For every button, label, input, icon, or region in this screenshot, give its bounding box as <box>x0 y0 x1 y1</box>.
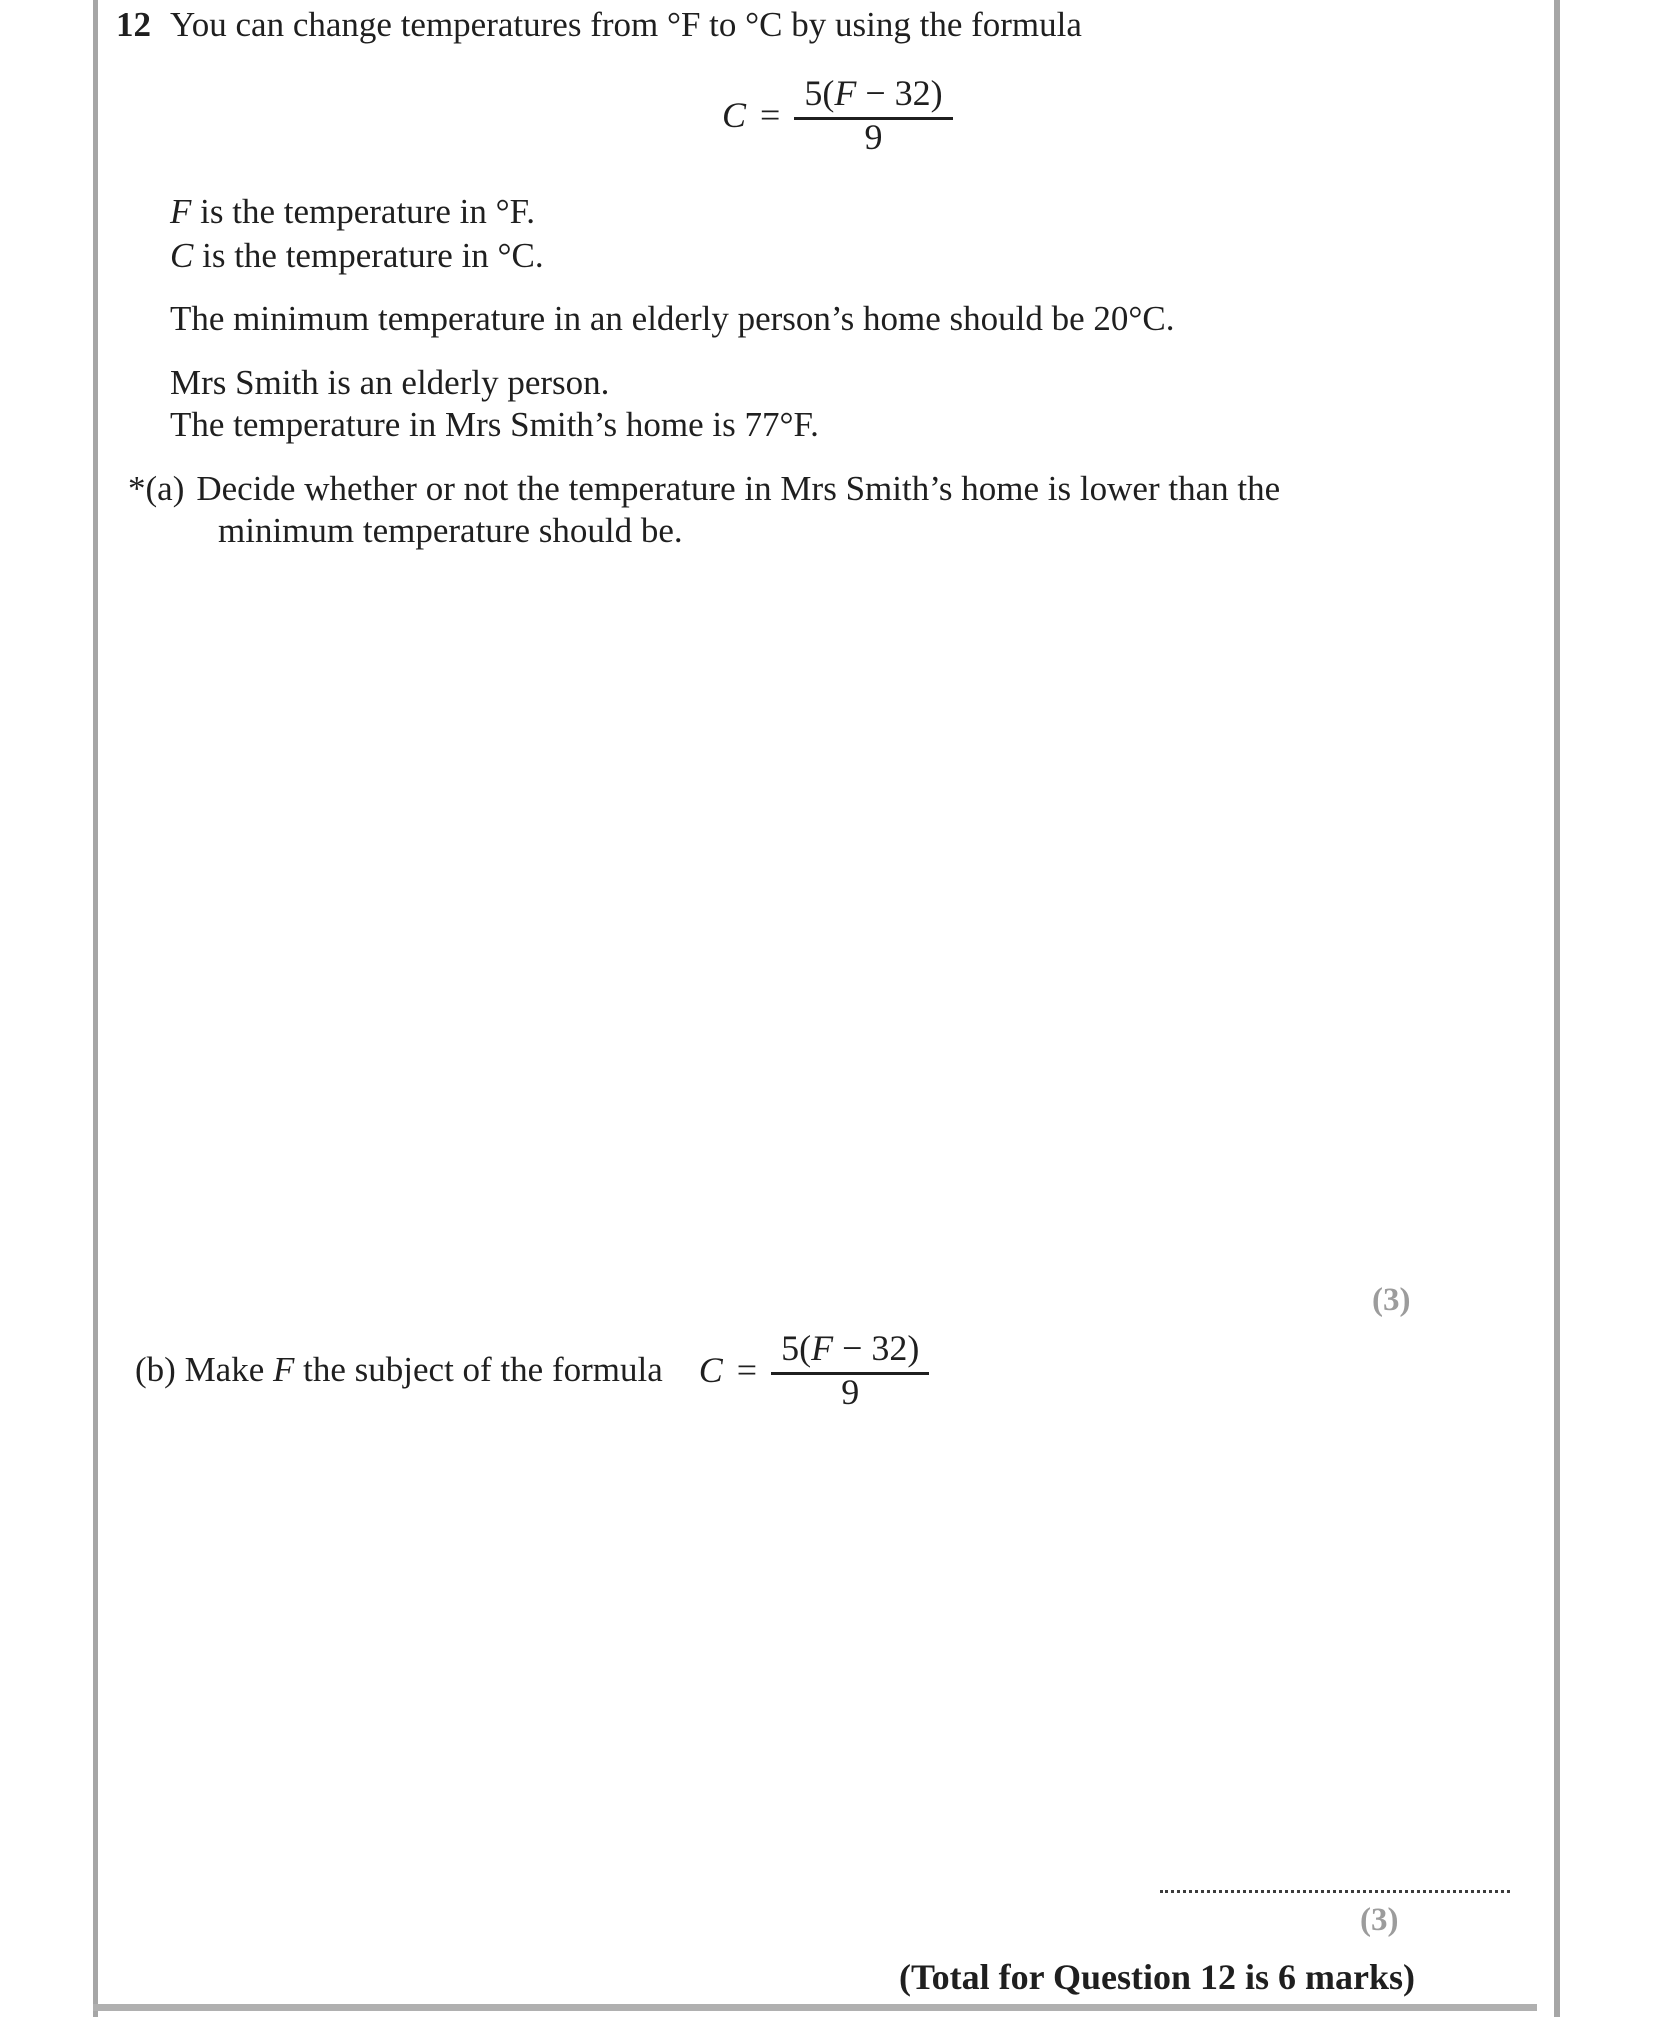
formula-fraction <box>794 72 952 158</box>
statement-minimum-temperature: The minimum temperature in an elderly person’s home should be 20°C. <box>170 299 1175 338</box>
definition-line <box>170 234 544 278</box>
fraction-numerator <box>771 1328 929 1375</box>
question-number: 12 <box>116 5 151 44</box>
page-edge-right <box>1554 0 1560 2017</box>
page-bottom-rule <box>93 2004 1537 2011</box>
question-intro-text: You can change temperatures from °F to °C by using the formula <box>170 5 1082 44</box>
fraction-denominator: 9 <box>864 117 883 157</box>
numerator-coefficient: 5( <box>781 1328 812 1368</box>
answer-space-part-b <box>110 1440 1540 1860</box>
formula-lhs: C <box>722 95 747 135</box>
numerator-variable: F <box>834 73 857 113</box>
definition-variable: F <box>170 192 192 231</box>
part-b-marks-badge: (3) <box>1360 1902 1399 1938</box>
definition-variable: C <box>170 236 194 275</box>
variable-definitions <box>170 190 544 278</box>
part-a-text2: minimum temperature should be. <box>218 511 683 550</box>
statement-line: Mrs Smith is an elderly person. <box>170 363 610 402</box>
part-a-marks-badge: (3) <box>1372 1282 1411 1318</box>
equals-sign: = <box>736 1350 758 1390</box>
fraction-numerator <box>794 73 952 120</box>
page-edge-left <box>93 0 98 2017</box>
part-b <box>135 1326 929 1414</box>
definition-line <box>170 190 544 234</box>
formula-main <box>722 72 953 158</box>
statement-mrs-smith <box>170 362 819 446</box>
fraction-denominator: 9 <box>841 1372 860 1412</box>
equals-sign: = <box>760 95 781 135</box>
part-a-line1 <box>128 468 1280 510</box>
numerator-variable: F <box>811 1328 834 1368</box>
answer-space-part-a <box>110 565 1540 1265</box>
numerator-coefficient: 5( <box>804 73 835 113</box>
statement-line: The temperature in Mrs Smith’s home is 77°F. <box>170 405 819 444</box>
numerator-constant: − 32) <box>833 1328 920 1368</box>
definition-text: is the temperature in °C. <box>193 236 544 275</box>
part-b-prompt <box>135 1350 663 1390</box>
part-a-text1: Decide whether or not the temperature in Mrs Smith’s home is lower than the <box>196 469 1281 508</box>
total-marks-line: (Total for Question 12 is 6 marks) <box>898 1957 1415 1997</box>
part-b-variable: F <box>273 1350 295 1389</box>
formula-lhs: C <box>698 1350 723 1390</box>
numerator-constant: − 32) <box>856 73 943 113</box>
formula-fraction <box>771 1327 929 1413</box>
part-b-label: (b) <box>135 1350 176 1389</box>
part-a <box>128 468 1280 552</box>
part-b-text-pre: Make <box>184 1350 274 1389</box>
part-b-text-post: the subject of the formula <box>294 1350 663 1389</box>
answer-dotted-line <box>1160 1874 1510 1893</box>
definition-text: is the temperature in °F. <box>191 192 535 231</box>
formula-part-b <box>699 1327 930 1413</box>
part-a-label: *(a) <box>128 469 185 508</box>
